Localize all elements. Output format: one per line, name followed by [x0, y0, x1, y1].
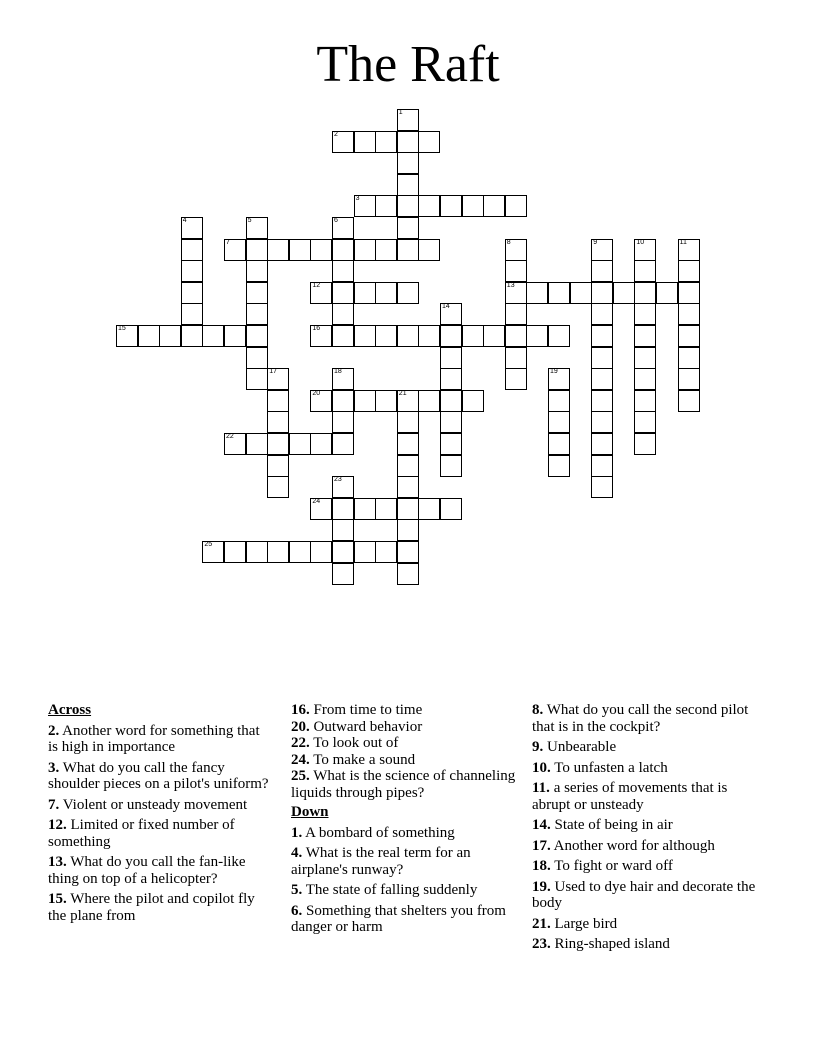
grid-cell[interactable]: [310, 498, 332, 520]
grid-cell[interactable]: [246, 368, 268, 390]
grid-cell[interactable]: [678, 239, 700, 261]
grid-cell[interactable]: [440, 498, 462, 520]
clue-number: 22: [226, 433, 234, 440]
grid-cell[interactable]: [548, 411, 570, 433]
grid-cell[interactable]: [354, 131, 376, 153]
clue-text: What do you call the fancy shoulder pieces on a pilot's uniform?: [48, 759, 269, 792]
grid-cell[interactable]: [440, 433, 462, 455]
grid-cell[interactable]: [181, 260, 203, 282]
grid-cell[interactable]: [181, 325, 203, 347]
clue-number: 20: [312, 389, 321, 397]
clue-number: 24.: [291, 751, 310, 768]
clue-number: 23.: [532, 936, 551, 952]
down-clue: [291, 882, 523, 899]
clue-text: Outward behavior: [309, 718, 423, 735]
grid-cell[interactable]: [526, 325, 548, 347]
grid-cell[interactable]: [267, 433, 289, 455]
grid-cell[interactable]: [591, 239, 613, 261]
across-clue: [291, 768, 523, 801]
clue-number: 14.: [532, 817, 551, 833]
grid-cell[interactable]: [397, 152, 419, 174]
grid-cell[interactable]: [246, 541, 268, 563]
clue-number: 21.: [532, 915, 551, 932]
grid-cell[interactable]: [246, 433, 268, 455]
down-clue: [532, 858, 767, 875]
down-clue: [532, 936, 767, 953]
clue-number: 9.: [532, 739, 544, 755]
clue-text: Where the pilot and copilot fly the plane from: [48, 891, 255, 924]
grid-cell[interactable]: [332, 131, 354, 153]
clue-number: 4: [182, 217, 187, 224]
grid-cell[interactable]: [440, 325, 462, 347]
clue-text: Another word for something that is high in importance: [48, 722, 260, 755]
grid-cell[interactable]: [548, 433, 570, 455]
grid-cell[interactable]: [505, 347, 527, 369]
grid-cell[interactable]: [332, 541, 354, 563]
grid-cell[interactable]: [289, 239, 311, 261]
grid-cell[interactable]: [656, 282, 678, 304]
grid-cell[interactable]: [267, 368, 289, 390]
down-heading: Down: [291, 804, 329, 820]
clue-text: Limited or fixed number of something: [48, 817, 235, 850]
page-title: The Raft: [316, 36, 500, 93]
grid-cell[interactable]: [202, 325, 224, 347]
clue-text: To unfasten a latch: [550, 759, 668, 776]
clue-number: 10.: [532, 759, 551, 776]
grid-cell[interactable]: [397, 282, 419, 304]
grid-cell[interactable]: [634, 325, 656, 347]
grid-cell[interactable]: [634, 303, 656, 325]
clue-number: 16: [312, 325, 321, 332]
clue-number: 17: [269, 368, 277, 376]
down-clue: [532, 879, 767, 912]
clue-number: 3: [355, 195, 360, 203]
down-clue: [532, 916, 767, 933]
grid-cell[interactable]: [246, 260, 268, 282]
clue-number: 13: [506, 281, 515, 289]
grid-cell[interactable]: [505, 260, 527, 282]
clues-column-3: [532, 702, 767, 957]
clue-text: a series of movements that is abrupt or unsteady: [532, 780, 728, 813]
grid-cell[interactable]: [332, 239, 354, 261]
clue-number: 8: [506, 238, 511, 246]
grid-cell[interactable]: [397, 563, 419, 585]
grid-cell[interactable]: [634, 347, 656, 369]
clue-number: 15: [118, 325, 126, 332]
clue-number: 12: [312, 281, 321, 289]
grid-cell[interactable]: [375, 390, 397, 412]
clue-number: 18.: [532, 858, 551, 874]
grid-cell[interactable]: [397, 433, 419, 455]
grid-cell[interactable]: [224, 541, 246, 563]
clue-number: 13.: [48, 854, 67, 870]
grid-cell[interactable]: [418, 239, 440, 261]
grid-cell[interactable]: [634, 390, 656, 412]
grid-cell[interactable]: [159, 325, 181, 347]
grid-cell[interactable]: [354, 282, 376, 304]
clue-text: The state of falling suddenly: [302, 882, 478, 898]
across-clue: [291, 752, 523, 769]
grid-cell[interactable]: [678, 303, 700, 325]
grid-cell[interactable]: [332, 217, 354, 239]
grid-cell[interactable]: [397, 195, 419, 217]
grid-cell[interactable]: [591, 433, 613, 455]
clue-number: 1: [398, 109, 403, 116]
grid-cell[interactable]: [440, 411, 462, 433]
grid-cell[interactable]: [310, 433, 332, 455]
clue-number: 3.: [48, 759, 60, 776]
across-clue: [48, 817, 273, 850]
grid-cell[interactable]: [440, 390, 462, 412]
clue-number: 16.: [291, 702, 310, 718]
grid-cell[interactable]: [483, 195, 505, 217]
clue-number: 12.: [48, 817, 67, 833]
clue-text: Ring-shaped island: [550, 936, 670, 952]
grid-cell[interactable]: [397, 239, 419, 261]
clue-number: 23: [334, 476, 342, 484]
grid-cell[interactable]: [246, 217, 268, 239]
grid-cell[interactable]: [332, 519, 354, 541]
grid-cell[interactable]: [397, 541, 419, 563]
clue-text: To make a sound: [309, 751, 416, 768]
clue-text: Large bird: [550, 915, 618, 932]
clue-text: What do you call the fan-like thing on top of a helicopter?: [48, 854, 246, 887]
grid-cell[interactable]: [332, 303, 354, 325]
grid-cell[interactable]: [397, 519, 419, 541]
grid-cell[interactable]: [397, 174, 419, 196]
grid-cell[interactable]: [462, 325, 484, 347]
grid-cell[interactable]: [246, 282, 268, 304]
clue-text: A bombard of something: [302, 824, 455, 841]
grid-cell[interactable]: [678, 282, 700, 304]
clue-number: 11.: [532, 780, 550, 796]
grid-cell[interactable]: [375, 131, 397, 153]
clue-number: 7.: [48, 796, 60, 813]
grid-cell[interactable]: [332, 390, 354, 412]
clue-number: 9: [593, 238, 598, 246]
clue-text: To look out of: [309, 735, 399, 751]
clue-text: State of being in air: [550, 817, 673, 833]
grid-cell[interactable]: [224, 239, 246, 261]
clues-column-2: [291, 702, 523, 940]
clue-number: 18: [334, 368, 342, 376]
grid-cell[interactable]: [375, 541, 397, 563]
grid-cell[interactable]: [418, 195, 440, 217]
clue-number: 8.: [532, 702, 544, 718]
clue-number: 1.: [291, 824, 303, 841]
grid-cell[interactable]: [332, 260, 354, 282]
down-clue: [291, 903, 523, 936]
grid-cell[interactable]: [548, 325, 570, 347]
grid-cell[interactable]: [332, 476, 354, 498]
grid-cell[interactable]: [181, 217, 203, 239]
clue-text: What is the real term for an airplane's runway?: [291, 845, 471, 878]
clue-number: 19.: [532, 878, 551, 895]
across-clue: [48, 854, 273, 887]
across-clue: [291, 702, 523, 719]
across-clue: [48, 797, 273, 814]
grid-cell[interactable]: [591, 390, 613, 412]
grid-cell[interactable]: [678, 390, 700, 412]
across-clue: [291, 719, 523, 736]
down-clue: [532, 760, 767, 777]
grid-cell[interactable]: [310, 239, 332, 261]
grid-cell[interactable]: [267, 390, 289, 412]
grid-cell[interactable]: [591, 303, 613, 325]
grid-cell[interactable]: [397, 455, 419, 477]
grid-cell[interactable]: [505, 303, 527, 325]
clue-number: 5.: [291, 882, 303, 898]
grid-cell[interactable]: [246, 303, 268, 325]
grid-cell[interactable]: [375, 239, 397, 261]
grid-cell[interactable]: [505, 239, 527, 261]
clue-text: Violent or unsteady movement: [59, 796, 248, 813]
grid-cell[interactable]: [591, 476, 613, 498]
grid-cell[interactable]: [138, 325, 160, 347]
down-clue: [532, 739, 767, 756]
grid-cell[interactable]: [483, 325, 505, 347]
grid-cell[interactable]: [678, 368, 700, 390]
grid-cell[interactable]: [310, 541, 332, 563]
across-clue: [48, 760, 273, 793]
grid-cell[interactable]: [354, 498, 376, 520]
grid-cell[interactable]: [418, 390, 440, 412]
grid-cell[interactable]: [634, 411, 656, 433]
down-clue: [291, 825, 523, 842]
grid-cell[interactable]: [505, 282, 527, 304]
down-clue: [532, 780, 767, 813]
grid-cell[interactable]: [613, 282, 635, 304]
grid-cell[interactable]: [267, 541, 289, 563]
clue-text: What is the science of channeling liquids through pipes?: [291, 768, 516, 801]
grid-cell[interactable]: [181, 239, 203, 261]
clue-number: 4.: [291, 845, 303, 861]
grid-cell[interactable]: [397, 217, 419, 239]
grid-cell[interactable]: [570, 282, 592, 304]
grid-cell[interactable]: [310, 282, 332, 304]
grid-cell[interactable]: [591, 455, 613, 477]
clue-number: 6.: [291, 902, 303, 919]
grid-cell[interactable]: [397, 131, 419, 153]
grid-cell[interactable]: [202, 541, 224, 563]
clue-number: 20.: [291, 718, 310, 735]
grid-cell[interactable]: [634, 368, 656, 390]
down-clue: [532, 838, 767, 855]
clue-number: 21: [398, 389, 407, 397]
clue-number: 2: [334, 130, 338, 138]
clue-number: 25.: [291, 768, 310, 784]
grid-cell[interactable]: [116, 325, 138, 347]
grid-cell[interactable]: [267, 455, 289, 477]
grid-cell[interactable]: [375, 282, 397, 304]
down-clue: [291, 845, 523, 878]
grid-cell[interactable]: [354, 390, 376, 412]
down-clue: [532, 702, 767, 735]
clue-number: 17.: [532, 837, 551, 854]
across-heading: Across: [48, 702, 92, 718]
grid-cell[interactable]: [591, 368, 613, 390]
grid-cell[interactable]: [440, 303, 462, 325]
grid-cell[interactable]: [289, 541, 311, 563]
clue-text: Something that shelters you from danger or harm: [291, 902, 506, 935]
grid-cell[interactable]: [440, 195, 462, 217]
grid-cell[interactable]: [526, 282, 548, 304]
grid-cell[interactable]: [397, 476, 419, 498]
grid-cell[interactable]: [678, 347, 700, 369]
grid-cell[interactable]: [440, 368, 462, 390]
grid-cell[interactable]: [418, 498, 440, 520]
grid-cell[interactable]: [591, 325, 613, 347]
grid-cell[interactable]: [634, 260, 656, 282]
clue-text: From time to time: [309, 702, 423, 718]
grid-cell[interactable]: [246, 239, 268, 261]
clue-number: 2.: [48, 722, 60, 739]
grid-cell[interactable]: [375, 498, 397, 520]
down-clue: [532, 817, 767, 834]
clue-number: 15.: [48, 891, 67, 907]
grid-cell[interactable]: [397, 109, 419, 131]
clue-number: 24: [312, 497, 321, 505]
grid-cell[interactable]: [375, 195, 397, 217]
grid-cell[interactable]: [224, 325, 246, 347]
grid-cell[interactable]: [505, 368, 527, 390]
across-clue: [48, 891, 273, 924]
grid-cell[interactable]: [332, 368, 354, 390]
clue-number: 11: [679, 238, 687, 246]
grid-cell[interactable]: [397, 390, 419, 412]
grid-cell[interactable]: [591, 260, 613, 282]
grid-cell[interactable]: [418, 325, 440, 347]
clue-number: 6: [334, 217, 338, 224]
grid-cell[interactable]: [246, 347, 268, 369]
grid-cell[interactable]: [267, 476, 289, 498]
grid-cell[interactable]: [678, 325, 700, 347]
grid-cell[interactable]: [634, 239, 656, 261]
grid-cell[interactable]: [462, 390, 484, 412]
grid-cell[interactable]: [440, 455, 462, 477]
grid-cell[interactable]: [505, 195, 527, 217]
grid-cell[interactable]: [678, 260, 700, 282]
clue-number: 10: [636, 238, 645, 246]
grid-cell[interactable]: [634, 433, 656, 455]
grid-cell[interactable]: [397, 411, 419, 433]
grid-cell[interactable]: [548, 368, 570, 390]
grid-cell[interactable]: [267, 411, 289, 433]
grid-cell[interactable]: [267, 239, 289, 261]
grid-cell[interactable]: [440, 347, 462, 369]
grid-cell[interactable]: [332, 498, 354, 520]
grid-cell[interactable]: [332, 563, 354, 585]
grid-cell[interactable]: [591, 282, 613, 304]
grid-cell[interactable]: [354, 541, 376, 563]
grid-cell[interactable]: [354, 325, 376, 347]
clue-number: 19: [550, 368, 558, 376]
grid-cell[interactable]: [505, 325, 527, 347]
clue-number: 22.: [291, 735, 310, 751]
grid-cell[interactable]: [246, 325, 268, 347]
grid-cell[interactable]: [462, 195, 484, 217]
clue-text: Used to dye hair and decorate the body: [532, 878, 756, 911]
grid-cell[interactable]: [332, 325, 354, 347]
grid-cell[interactable]: [354, 195, 376, 217]
grid-cell[interactable]: [289, 433, 311, 455]
clue-number: 7: [226, 238, 230, 246]
grid-cell[interactable]: [397, 498, 419, 520]
clue-text: Another word for although: [550, 837, 715, 854]
grid-cell[interactable]: [418, 131, 440, 153]
clue-text: Unbearable: [543, 739, 617, 755]
grid-cell[interactable]: [591, 411, 613, 433]
grid-cell[interactable]: [224, 433, 246, 455]
grid-cell[interactable]: [548, 455, 570, 477]
grid-cell[interactable]: [548, 390, 570, 412]
across-clue: [291, 735, 523, 752]
grid-cell[interactable]: [634, 282, 656, 304]
grid-cell[interactable]: [332, 433, 354, 455]
grid-cell[interactable]: [548, 282, 570, 304]
grid-cell[interactable]: [591, 347, 613, 369]
grid-cell[interactable]: [310, 325, 332, 347]
grid-cell[interactable]: [332, 411, 354, 433]
clue-text: What do you call the second pilot that is in the cockpit?: [532, 702, 749, 735]
grid-cell[interactable]: [181, 303, 203, 325]
clue-number: 25: [204, 541, 213, 548]
grid-cell[interactable]: [181, 282, 203, 304]
across-clue: [48, 723, 273, 756]
clue-text: To fight or ward off: [550, 858, 673, 874]
grid-cell[interactable]: [310, 390, 332, 412]
clue-number: 14: [442, 303, 450, 311]
clue-number: 5: [247, 217, 252, 224]
grid-cell[interactable]: [375, 325, 397, 347]
grid-cell[interactable]: [397, 325, 419, 347]
grid-cell[interactable]: [354, 239, 376, 261]
grid-cell[interactable]: [332, 282, 354, 304]
clues-column-1: [48, 702, 273, 928]
